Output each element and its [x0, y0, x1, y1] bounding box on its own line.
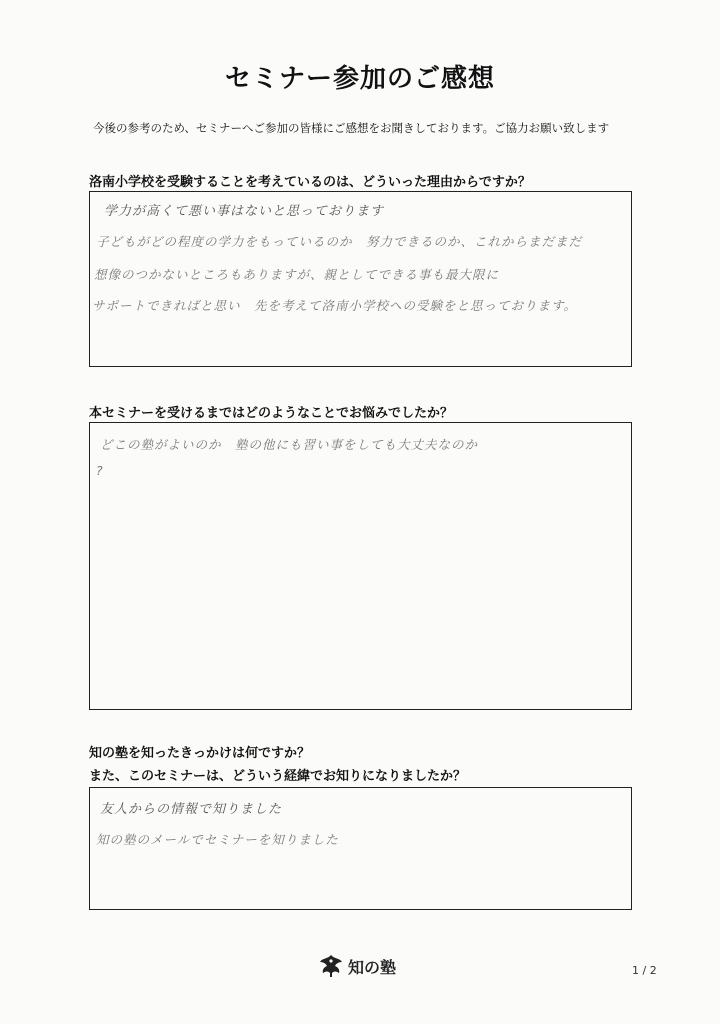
intro-text: 今後の参考のため、セミナーへご参加の皆様にご感想をお聞きしております。ご協力お願い致します	[93, 121, 610, 135]
handwritten-line: ?	[96, 463, 104, 478]
handwritten-line: 学力が高くて悪い事はないと思っております	[104, 204, 385, 219]
question-2: 本セミナーを受けるまではどのようなことでお悩みでしたか？	[89, 406, 454, 421]
page-title: セミナー参加のご感想	[224, 64, 495, 94]
eagle-icon	[318, 952, 344, 980]
logo-text: 知の塾	[348, 957, 397, 977]
page-number: 1 / 2	[632, 964, 657, 977]
brand-logo	[318, 952, 396, 980]
answer-box-2[interactable]	[89, 422, 632, 710]
handwritten-line: 友人からの情報で知りました	[100, 802, 283, 817]
handwritten-line: 想像のつかないところもありますが、親としてできる事も最大限に	[94, 267, 500, 282]
question-3-line-2: また、このセミナーは、どういう経緯でお知りになりましたか？	[89, 769, 467, 784]
handwritten-line: どこの塾がよいのか 塾の他にも習い事をしても大丈夫なのか	[100, 437, 479, 452]
answer-box-3[interactable]	[89, 787, 632, 910]
question-3-line-1: 知の塾を知ったきっかけは何ですか？	[89, 746, 311, 761]
question-1: 洛南小学校を受験することを考えているのは、どういった理由からですか？	[89, 175, 531, 190]
handwritten-line: サポートできればと思い 先を考えて洛南小学校への受験をと思っております。	[92, 298, 578, 313]
answer-box-1[interactable]	[89, 191, 632, 367]
handwritten-line: 子どもがどの程度の学力をもっているのか 努力できるのか、これからまだまだ	[96, 234, 583, 249]
handwritten-line: 知の塾のメールでセミナーを知りました	[96, 832, 339, 847]
